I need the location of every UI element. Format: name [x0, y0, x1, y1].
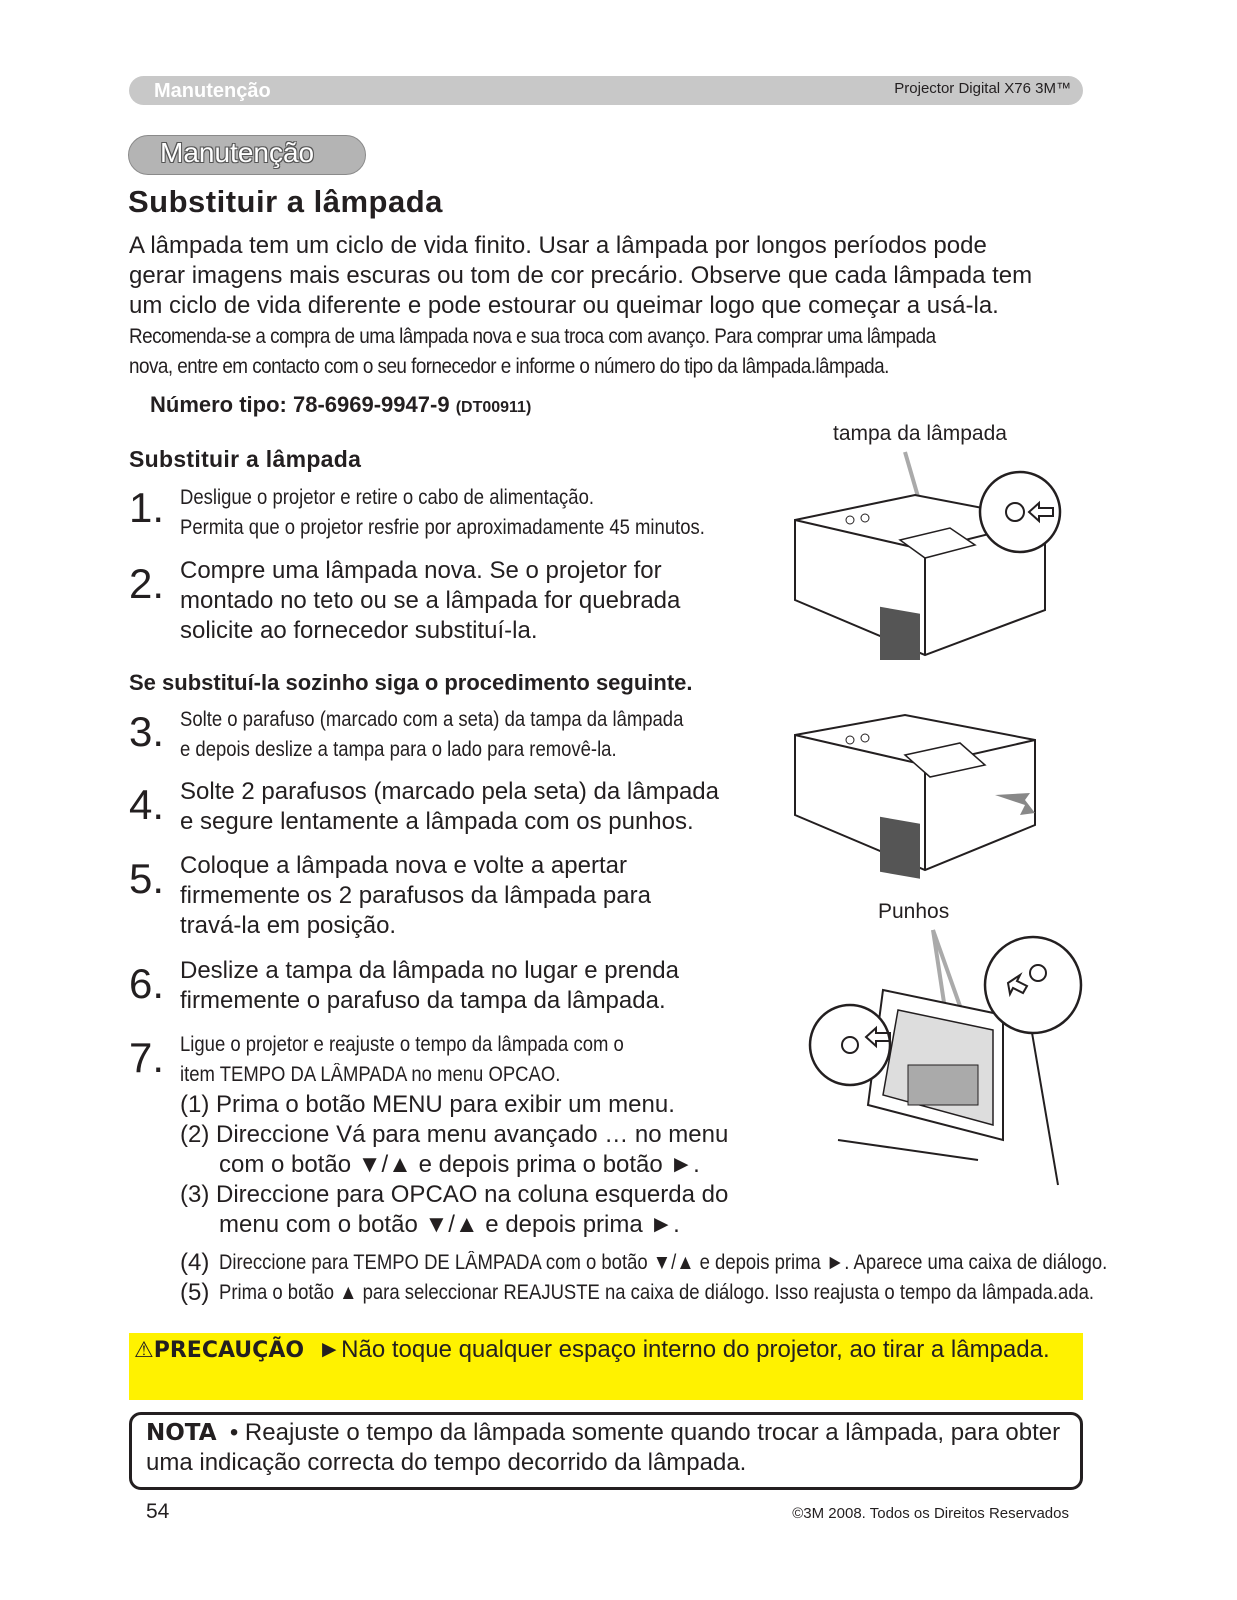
step-line: item TEMPO DA LÂMPADA no menu OPCAO.: [180, 1063, 561, 1086]
header-product: Projector Digital X76 3M™: [894, 80, 1071, 97]
step-number: 1.: [129, 484, 165, 531]
step-line: e depois deslize a tampa para o lado para removê-la.: [180, 738, 617, 761]
page-title: Substituir a lâmpada: [128, 184, 443, 219]
step-line: Desligue o projetor e retire o cabo de alimentação.: [180, 486, 594, 509]
substep-line: menu com o botão ▼/▲ e depois prima ►.: [219, 1211, 680, 1238]
substep-number: (5): [180, 1279, 210, 1306]
step-line: Ligue o projetor e reajuste o tempo da lâmpada com o: [180, 1033, 624, 1056]
step-line: montado no teto ou se a lâmpada for quebrada: [180, 587, 681, 614]
copyright: ©3M 2008. Todos os Direitos Reservados: [792, 1505, 1069, 1522]
step-number: 2.: [129, 560, 165, 607]
substep: [180, 1278, 209, 1308]
intro-line-3: um ciclo de vida diferente e pode estourar ou queimar logo que começar a usá-la.: [129, 292, 999, 319]
note-message: • Reajuste o tempo da lâmpada somente quando trocar a lâmpada, para obter uma indicação correcta do tempo decorrido da lâmpada.: [146, 1419, 1061, 1476]
model-number-label: Número tipo: 78-6969-9947-9: [150, 392, 450, 417]
model-number: [150, 392, 531, 418]
substep-number: (1): [180, 1091, 210, 1118]
header-section: Manutenção: [154, 80, 271, 102]
note-text: [146, 1418, 1076, 1478]
step-line: solicite ao fornecedor substituí-la.: [180, 617, 538, 644]
projector-figure-1: [785, 440, 1085, 660]
step-line: Coloque a lâmpada nova e volte a apertar: [180, 852, 627, 879]
substep-line: Direccione para TEMPO DE LÂMPADA com o botão ▼/▲ e depois prima ►. Aparece uma caixa de diálogo.: [219, 1251, 1108, 1274]
substep: [180, 1090, 675, 1120]
section-pill-label: Manutenção: [160, 137, 315, 168]
intro-small-line-1: Recomenda-se a compra de uma lâmpada nova e sua troca com avanço. Para comprar uma lâmpada: [129, 325, 936, 348]
substep-line: Direccione para OPCAO na coluna esquerda do: [216, 1181, 729, 1208]
subtitle: Substituir a lâmpada: [129, 446, 362, 472]
procedure-heading: Se substituí-la sozinho siga o procedimento seguinte.: [129, 670, 693, 695]
intro-line-1: A lâmpada tem um ciclo de vida finito. Usar a lâmpada por longos períodos pode: [129, 232, 987, 259]
step-line: firmemente os 2 parafusos da lâmpada para: [180, 882, 651, 909]
substep-number: (4): [180, 1249, 210, 1276]
lamp-compartment-figure: [808, 925, 1083, 1190]
substep: [180, 1180, 728, 1210]
caution-message: ►Não toque qualquer espaço interno do projetor, ao tirar a lâmpada.: [317, 1336, 1050, 1363]
page-number: 54: [146, 1500, 170, 1523]
substep-number: (3): [180, 1181, 210, 1208]
projector-figure-2: [785, 705, 1045, 880]
step-line: firmemente o parafuso da tampa da lâmpada.: [180, 987, 666, 1014]
caution-text: [134, 1335, 1074, 1366]
handles-label: Punhos: [878, 900, 950, 923]
step-number: 7.: [129, 1034, 165, 1081]
model-code: (DT00911): [455, 399, 532, 416]
step-line: Permita que o projetor resfrie por aproximadamente 45 minutos.: [180, 516, 705, 539]
intro-small-line-2: nova, entre em contacto com o seu fornecedor e informe o número do tipo da lâmpada.lâmpada.: [129, 355, 889, 378]
substep-line: Prima o botão MENU para exibir um menu.: [216, 1091, 675, 1118]
lamp-cover-label: tampa da lâmpada: [833, 422, 1007, 445]
substep: [180, 1120, 728, 1150]
step-number: 3.: [129, 708, 165, 755]
step-line: e segure lentamente a lâmpada com os punhos.: [180, 808, 694, 835]
step-line: Solte o parafuso (marcado com a seta) da tampa da lâmpada: [180, 708, 684, 731]
step-number: 4.: [129, 781, 165, 828]
caution-title: ⚠PRECAUÇÃO: [134, 1338, 305, 1363]
note-title: NOTA: [146, 1420, 217, 1446]
substep-number: (2): [180, 1121, 210, 1148]
intro-line-2: gerar imagens mais escuras ou tom de cor precário. Observe que cada lâmpada tem: [129, 262, 1033, 289]
step-line: Deslize a tampa da lâmpada no lugar e prenda: [180, 957, 679, 984]
substep-line: Direccione Vá para menu avançado … no menu: [216, 1121, 729, 1148]
step-number: 5.: [129, 855, 165, 902]
substep-line: Prima o botão ▲ para seleccionar REAJUSTE na caixa de diálogo. Isso reajusta o tempo da lâmpada.ada.: [219, 1281, 1095, 1304]
step-line: Solte 2 parafusos (marcado pela seta) da lâmpada: [180, 778, 719, 805]
step-line: travá-la em posição.: [180, 912, 397, 939]
step-line: Compre uma lâmpada nova. Se o projetor for: [180, 557, 662, 584]
substep: [180, 1248, 209, 1278]
step-number: 6.: [129, 960, 165, 1007]
substep-line: com o botão ▼/▲ e depois prima o botão ►.: [219, 1151, 700, 1178]
